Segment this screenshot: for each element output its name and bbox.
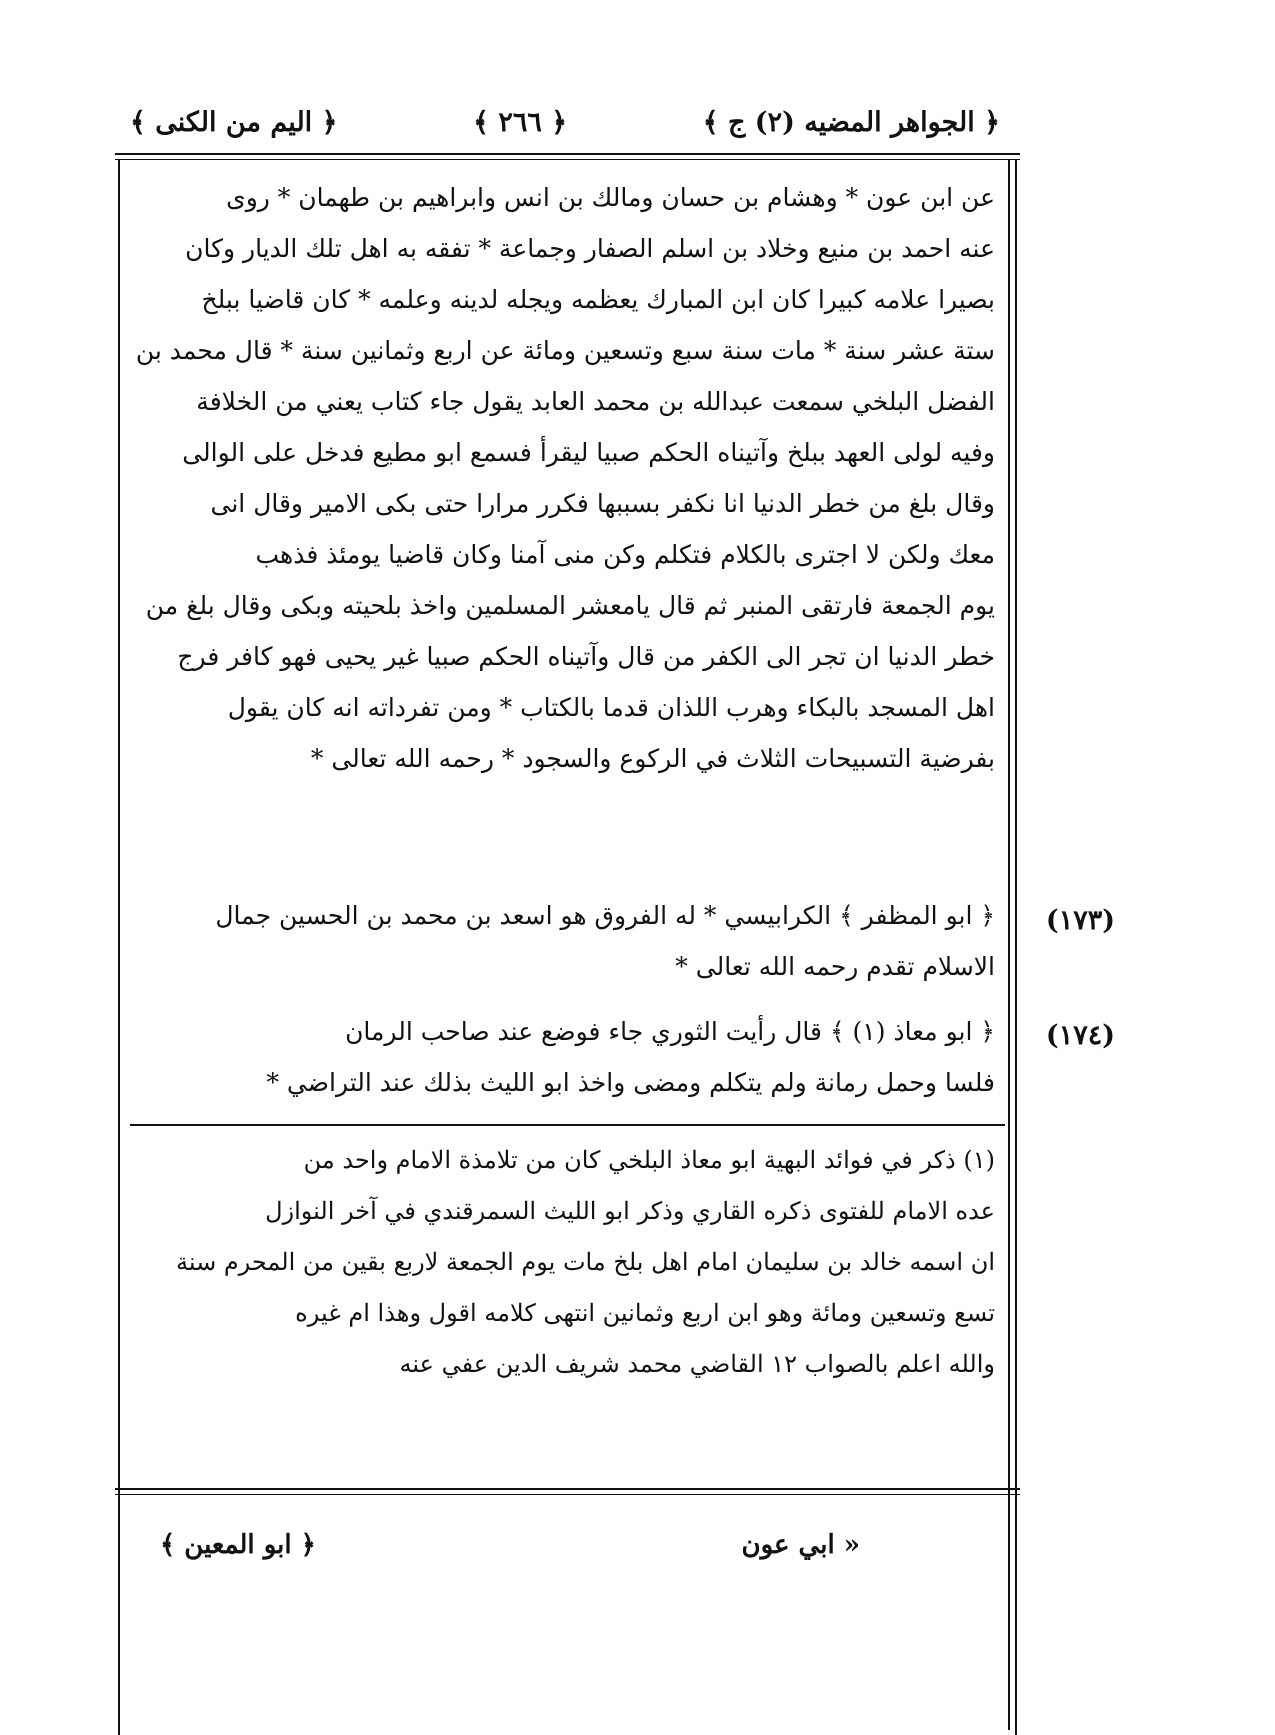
text-line: بفرضية التسبيحات الثلاث في الركوع والسجود * رحمه الله تعالى * xyxy=(310,744,995,773)
text-line: ﴿ ابو معاذ (١) ﴾ قال رأيت الثوري جاء فوضع عند صاحب الرمان xyxy=(345,1017,995,1046)
header-rule-bottom xyxy=(115,159,1020,160)
text-line: يوم الجمعة فارتقى المنبر ثم قال يامعشر المسلمين واخذ بلحيته وبكى وقال بلغ من xyxy=(145,591,995,620)
header-rule-top xyxy=(115,153,1020,155)
text-line: الفضل البلخي سمعت عبدالله بن محمد العابد يقول جاء كتاب يعني من الخلافة xyxy=(196,387,995,416)
entry-number-174: (١٧٤) xyxy=(1045,1020,1115,1051)
text-line: وفيه لولى العهد ببلخ وآتيناه الحكم صبيا ليقرأ فسمع ابو مطيع فدخل على الوالى xyxy=(182,438,995,467)
footnote-separator xyxy=(130,1124,1005,1126)
text-line: اهل المسجد بالبكاء وهرب اللذان قدما بالكتاب * ومن تفرداته انه كان يقول xyxy=(227,693,995,722)
header-page-number: ﴿ ٢٦٦ ﴾ xyxy=(473,107,568,138)
main-text-block xyxy=(125,172,995,784)
catchword-footer xyxy=(160,1525,860,1565)
text-line: فلسا وحمل رمانة ولم يتكلم ومضى واخذ ابو الليث بذلك عند التراضي * xyxy=(266,1068,995,1097)
footer-rule-bottom xyxy=(115,1494,1020,1495)
footnote-line: عده الامام للفتوى ذكره القاري وذكر ابو الليث السمرقندي في آخر النوازل xyxy=(265,1197,995,1225)
catchword-right: « ابي عون xyxy=(741,1530,860,1560)
text-line: بصيرا علامه كبيرا كان ابن المبارك يعظمه ويجله لدينه وعلمه * كان قاضيا ببلخ xyxy=(201,285,995,314)
running-header xyxy=(130,95,1000,150)
text-line: ﴿ ابو المظفر ﴾ الكرابيسي * له الفروق هو اسعد بن محمد بن الحسين جمال xyxy=(215,901,995,930)
frame-left-line xyxy=(118,160,120,1735)
footnote-line: تسع وتسعين ومائة وهو ابن اربع وثمانين انتهى كلامه اقول وهذا ام غيره xyxy=(295,1299,995,1327)
header-book-title: ﴿ الجواهر المضيه (٢) ج ﴾ xyxy=(702,107,1000,138)
entry-174 xyxy=(125,1006,995,1108)
header-section-title: ﴿ اليم من الكنى ﴾ xyxy=(130,107,338,138)
text-line: عن ابن عون * وهشام بن حسان ومالك بن انس وابراهيم بن طهمان * روى xyxy=(226,183,995,212)
text-line: ستة عشر سنة * مات سنة سبع وتسعين ومائة عن اربع وثمانين سنة * قال محمد بن xyxy=(135,336,995,365)
footnote-line: (١) ذكر في فوائد البهية ابو معاذ البلخي كان من تلامذة الامام واحد من xyxy=(303,1146,995,1174)
footnote-line: والله اعلم بالصواب ١٢ القاضي محمد شريف الدين عفي عنه xyxy=(399,1350,995,1378)
frame-right-outer-line xyxy=(1015,160,1017,1735)
text-line: عنه احمد بن منيع وخلاد بن اسلم الصفار وجماعة * تفقه به اهل تلك الديار وكان xyxy=(185,234,995,263)
catchword-left: ﴿ ابو المعين ﴾ xyxy=(160,1530,316,1560)
text-line: معك ولكن لا اجترى بالكلام فتكلم وكن منى آمنا وكان قاضيا يومئذ فذهب xyxy=(255,540,995,569)
text-line: وقال بلغ من خطر الدنيا انا نكفر بسببها فكرر مرارا حتى بكى الامير وقال انى xyxy=(210,489,995,518)
text-line: الاسلام تقدم رحمه الله تعالى * xyxy=(675,952,995,981)
entry-173 xyxy=(125,890,995,992)
text-line: خطر الدنيا ان تجر الى الكفر من قال وآتيناه الحكم صبيا غير يحيى فهو كافر فرج xyxy=(177,642,995,671)
footnote-block xyxy=(125,1135,995,1390)
entry-number-173: (١٧٣) xyxy=(1045,905,1115,936)
footer-rule-top xyxy=(115,1488,1020,1490)
footnote-line: ان اسمه خالد بن سليمان امام اهل بلخ مات يوم الجمعة لاربع بقين من المحرم سنة xyxy=(175,1248,995,1276)
